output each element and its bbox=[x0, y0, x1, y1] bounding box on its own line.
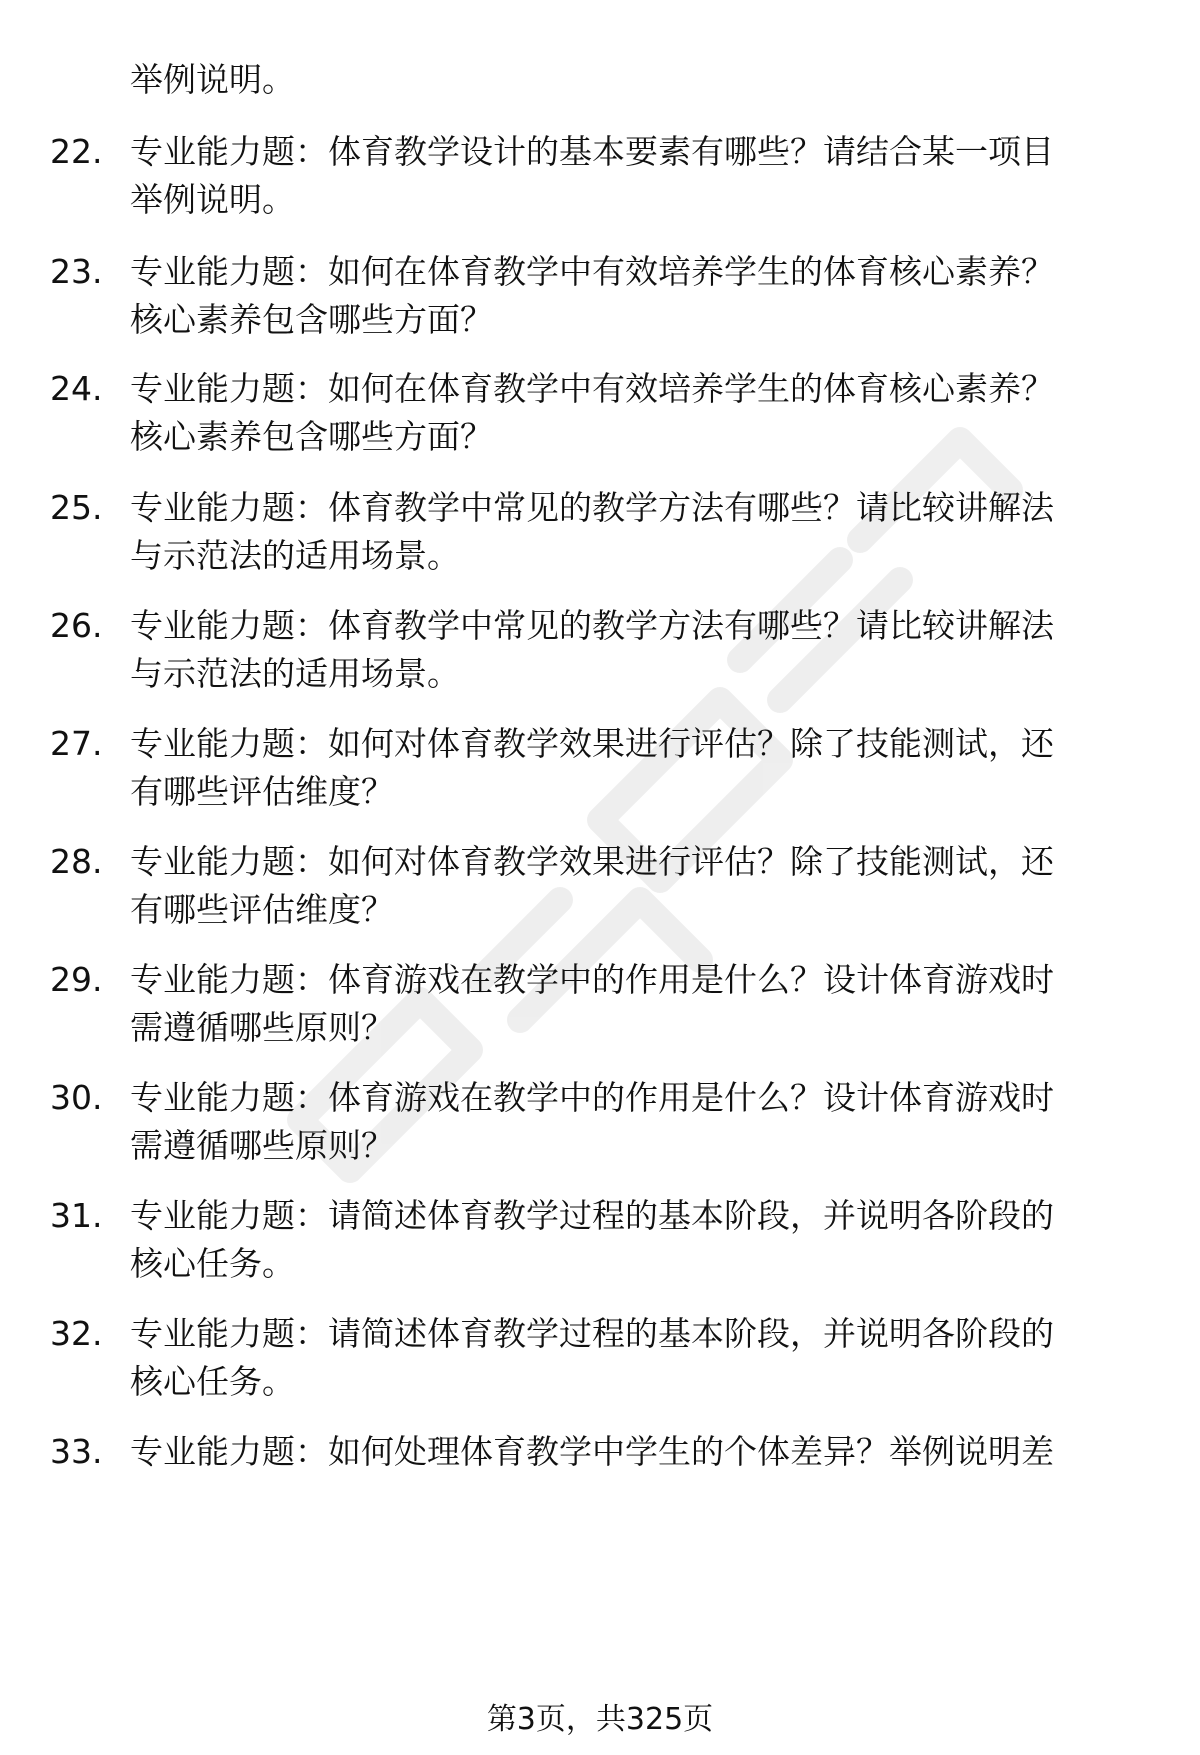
question-text-line2: 核心任务。 bbox=[130, 1244, 295, 1283]
question-text-line1: 专业能力题：请简述体育教学过程的基本阶段，并说明各阶段的 bbox=[130, 1196, 1054, 1235]
question-text-line1: 专业能力题：请简述体育教学过程的基本阶段，并说明各阶段的 bbox=[130, 1314, 1054, 1353]
question-number: 33. bbox=[50, 1432, 103, 1471]
question-text-line1: 专业能力题：如何对体育教学效果进行评估？除了技能测试，还 bbox=[130, 724, 1054, 763]
question-text-line2: 核心任务。 bbox=[130, 1362, 295, 1401]
question-text-line2: 需遵循哪些原则？ bbox=[130, 1126, 394, 1165]
question-number: 26. bbox=[50, 606, 103, 645]
question-text-line1: 专业能力题：如何在体育教学中有效培养学生的体育核心素养？ bbox=[130, 369, 1054, 408]
question-number: 32. bbox=[50, 1314, 103, 1353]
question-text-line1: 专业能力题：体育教学设计的基本要素有哪些？请结合某一项目 bbox=[130, 132, 1054, 171]
question-text-line2: 需遵循哪些原则？ bbox=[130, 1008, 394, 1047]
question-text-line1: 专业能力题：如何处理体育教学中学生的个体差异？举例说明差 bbox=[130, 1432, 1054, 1471]
question-text-line1: 专业能力题：如何对体育教学效果进行评估？除了技能测试，还 bbox=[130, 842, 1054, 881]
question-number: 29. bbox=[50, 960, 103, 999]
question-text-line2: 有哪些评估维度？ bbox=[130, 772, 394, 811]
question-text-line2: 举例说明。 bbox=[130, 180, 295, 219]
question-number: 24. bbox=[50, 369, 103, 408]
question-text-line2: 与示范法的适用场景。 bbox=[130, 536, 460, 575]
question-text-line1: 专业能力题：体育教学中常见的教学方法有哪些？请比较讲解法 bbox=[130, 606, 1054, 645]
question-number: 27. bbox=[50, 724, 103, 763]
question-number: 31. bbox=[50, 1196, 103, 1235]
question-text-line1: 专业能力题：体育游戏在教学中的作用是什么？设计体育游戏时 bbox=[130, 1078, 1054, 1117]
question-number: 30. bbox=[50, 1078, 103, 1117]
question-text-line2: 核心素养包含哪些方面？ bbox=[130, 417, 493, 456]
question-text-line1: 专业能力题：体育游戏在教学中的作用是什么？设计体育游戏时 bbox=[130, 960, 1054, 999]
page-footer: 第3页，共325页 bbox=[486, 1702, 714, 1737]
question-text-line1: 专业能力题：体育教学中常见的教学方法有哪些？请比较讲解法 bbox=[130, 488, 1054, 527]
question-number: 22. bbox=[50, 132, 103, 171]
question-number: 25. bbox=[50, 488, 103, 527]
question-text-line2: 与示范法的适用场景。 bbox=[130, 654, 460, 693]
carryover-text: 举例说明。 bbox=[130, 60, 295, 99]
question-text-line2: 核心素养包含哪些方面？ bbox=[130, 300, 493, 339]
question-number: 28. bbox=[50, 842, 103, 881]
question-text-line1: 专业能力题：如何在体育教学中有效培养学生的体育核心素养？ bbox=[130, 252, 1054, 291]
question-number: 23. bbox=[50, 252, 103, 291]
question-text-line2: 有哪些评估维度？ bbox=[130, 890, 394, 929]
